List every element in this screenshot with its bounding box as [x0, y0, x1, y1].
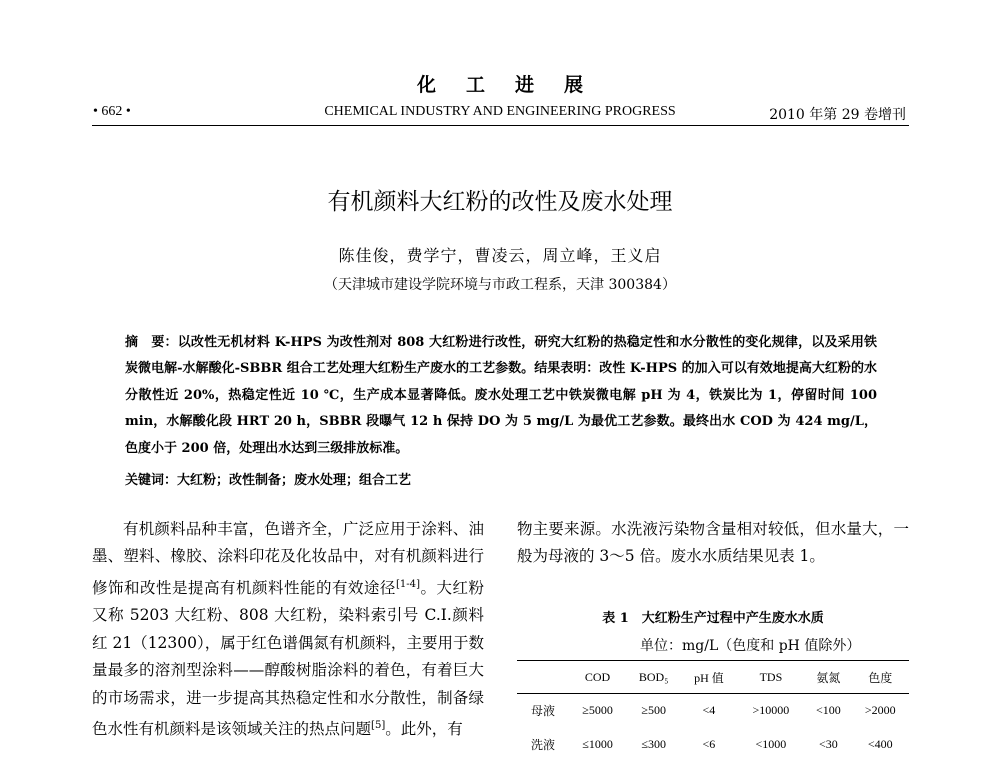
table-cell: 母液: [530, 704, 555, 719]
table-header-row: [517, 661, 909, 694]
body-left-column: [92, 516, 484, 744]
table-cell: ≤300: [641, 737, 666, 751]
table-header-cell: [517, 661, 569, 694]
table-header-cell: TDS: [759, 669, 783, 684]
table-title: 表 1 大红粉生产过程中产生废水水质: [602, 611, 824, 626]
table-row: [517, 728, 909, 762]
table-cell: <1000: [755, 737, 787, 751]
affiliation: （天津城市建设学院环境与市政工程系，天津 300384）: [324, 277, 676, 293]
water-quality-table: [517, 660, 909, 762]
abstract-text: 以改性无机材料 K-HPS 为改性剂对 808 大红粉进行改性，研究大红粉的热稳定性和水分散性的变化规律，以及采用铁炭微电解-水解酸化-SBBR 组合工艺处理大红粉生产废水的工艺参数。结果表明：改性 K-HPS 的加入可以有效地提高大红粉的水分散性近 20%，热稳定性近 10 ℃，生产成本显著降低。废水处理工艺中铁炭微电解 pH 为 4，铁炭比为 1，停留时间 100 min，水解酸化段 HRT 20 h，SBBR 段曝气 12 h 保持 DO 为 5 mg/L 为最优工艺参数。最终出水 COD 为 424 mg/L，色度小于 200 倍，处理出水达到三级排放标准。: [125, 335, 877, 456]
citation-ref: [5]: [371, 720, 386, 731]
keywords: [125, 469, 411, 488]
table-cell: >10000: [752, 703, 790, 718]
table-cell: >2000: [864, 703, 896, 718]
table-header-cell: BOD₅: [638, 669, 669, 684]
authors: 陈佳俊，费学宁，曹凌云，周立峰，王义启: [338, 246, 662, 265]
table-cell: <400: [867, 737, 893, 751]
table-header-cell: 氨氮: [816, 670, 841, 685]
table-cell: <30: [818, 737, 838, 751]
article-title: 有机颜料大红粉的改性及废水处理: [327, 189, 673, 215]
abstract-label: 摘 要：: [125, 335, 178, 350]
body-paragraph: 有机颜料品种丰富，色谱齐全，广泛应用于涂料、油墨、塑料、橡胶、涂料印花及化妆品中，对有机颜料进行修饰和改性是提高有机颜料性能的有效途径[1-4]。大红粉又称 5203 大红粉、808 大红粉，染料索引号 C.I.颜料红 21（12300），属于红色谱偶氮有机颜料，主要用于数量最多的溶剂型涂料——醇酸树脂涂料的着色，有着巨大的市场需求，进一步提高其热稳定性和水分散性，制备绿色水性有机颜料是该领域关注的热点问题[5]。此外，有: [92, 520, 484, 739]
body-right-column: [517, 516, 909, 571]
citation-ref: [1-4]: [395, 578, 420, 590]
table-cell: ≥5000: [582, 703, 613, 718]
body-paragraph: 物主要来源。水洗液污染物含量相对较低，但水量大，一般为母液的 3～5 倍。废水水质结果见表 1。: [517, 520, 909, 566]
table-unit: 单位：mg/L（色度和 pH 值除外）: [640, 638, 861, 654]
table-header-cell: pH 值: [694, 670, 724, 685]
table-header-cell: 色度: [868, 670, 893, 685]
table-cell: ≤1000: [582, 737, 613, 751]
journal-name-en: CHEMICAL INDUSTRY AND ENGINEERING PROGRESS: [324, 104, 676, 119]
issue-label: 2010 年第 29 卷增刊: [769, 107, 906, 123]
keywords-text: 大红粉；改性制备；废水处理；组合工艺: [177, 473, 412, 488]
table-cell: <4: [702, 703, 716, 718]
journal-name-cn: 化工进展: [416, 74, 613, 96]
table-row: [517, 694, 909, 728]
table-cell: ≥500: [641, 703, 666, 718]
table-cell: <100: [815, 703, 841, 718]
table-cell: 洗液: [530, 738, 555, 752]
table-header-cell: COD: [584, 669, 611, 684]
abstract: [125, 330, 877, 462]
table-cell: <6: [702, 737, 716, 751]
keywords-label: 关键词：: [125, 473, 178, 488]
header-rule: [92, 125, 909, 126]
page-number: • 662 •: [93, 104, 131, 119]
